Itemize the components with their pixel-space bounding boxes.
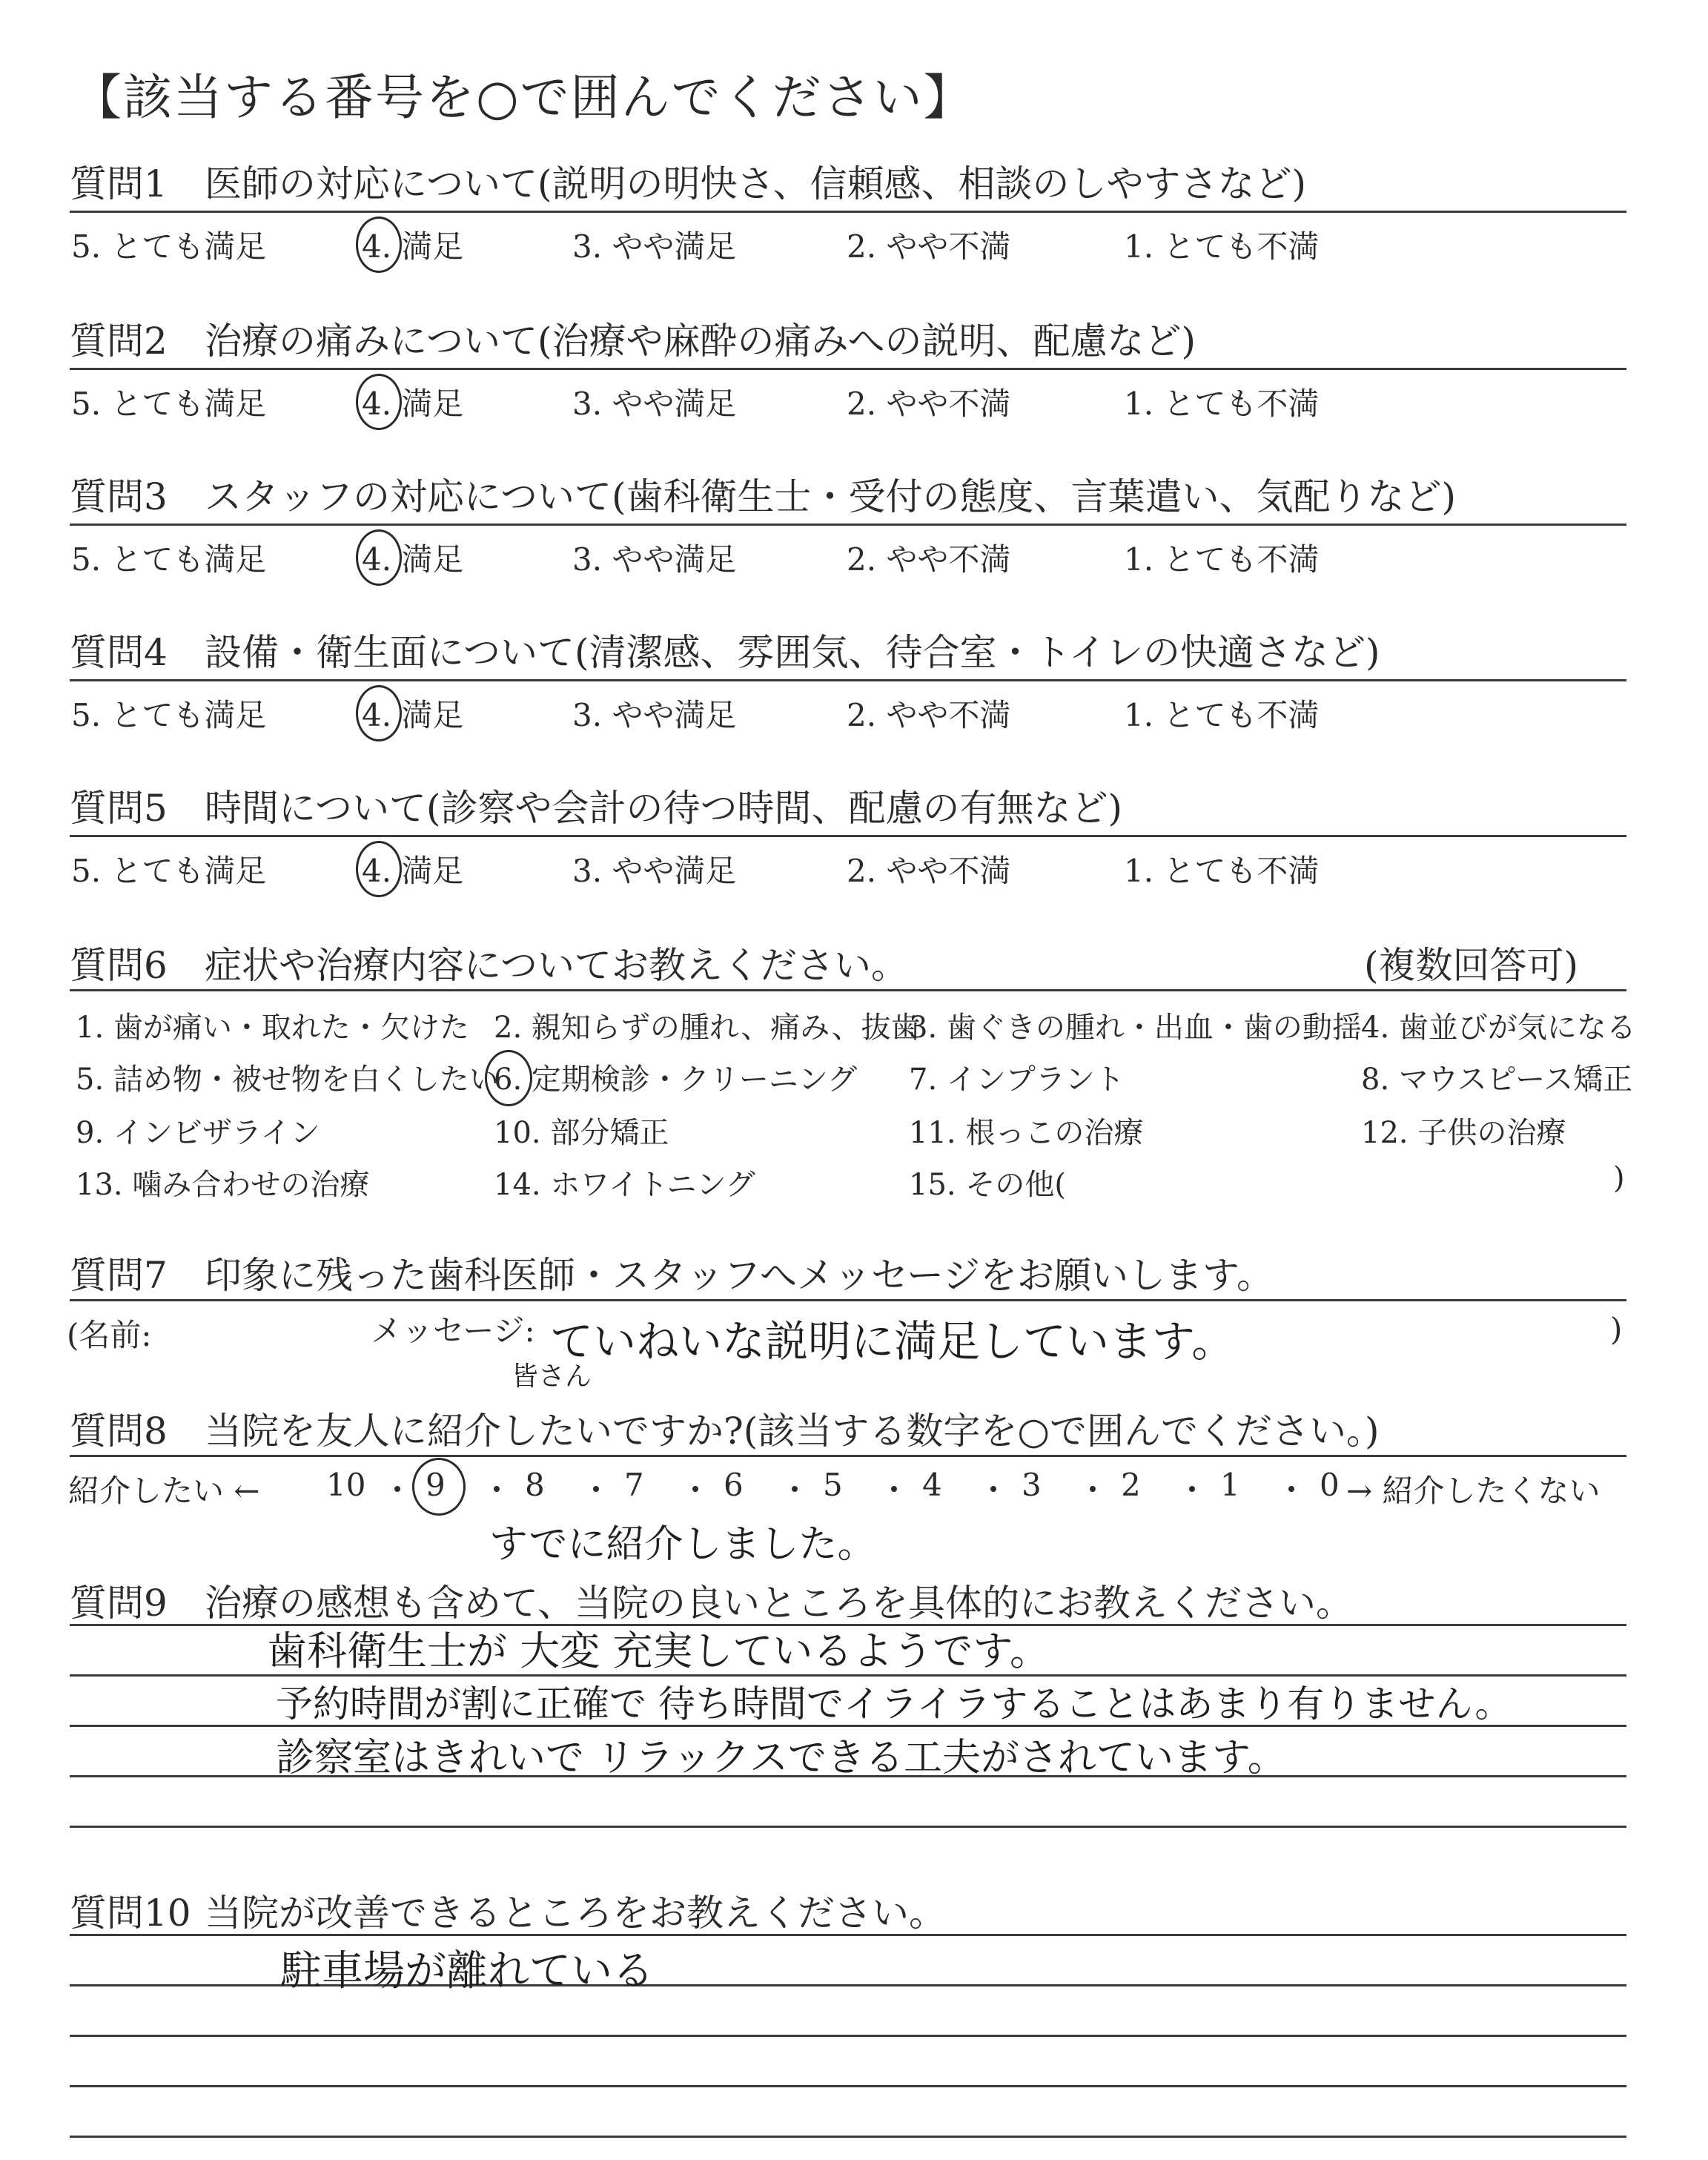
q2-option-1: 1. とても不満 <box>1124 386 1320 422</box>
q5-option-2: 2. やや不満 <box>847 853 1011 889</box>
q5-text: 時間について(診察や会計の待つ時間、配慮の有無など) <box>205 787 1123 830</box>
q1-option-4: 4. 満足 <box>362 228 464 265</box>
q5-label: 質問5 <box>70 787 168 830</box>
q2-option-5: 5. とても満足 <box>71 386 267 422</box>
q3-text: スタッフの対応について(歯科衛生士・受付の態度、言葉遣い、気配りなど) <box>205 475 1457 518</box>
q1-option-3: 3. やや満足 <box>572 228 737 265</box>
q4-answer-circle <box>356 685 402 742</box>
q5-option-1: 1. とても不満 <box>1124 853 1320 889</box>
q8-scale-separator <box>1288 1486 1294 1492</box>
q5-option-5: 5. とても満足 <box>71 853 267 889</box>
q8-scale-5: 5 <box>823 1467 843 1503</box>
q8-selected-circle <box>412 1458 466 1516</box>
q6-option-6: 6. 定期検診・クリーニング <box>494 1063 858 1097</box>
q6-option-14: 14. ホワイトニング <box>494 1168 755 1202</box>
q8-scale-separator <box>692 1486 698 1492</box>
q4-option-2: 2. やや不満 <box>847 697 1011 733</box>
q8-scale-7: 7 <box>624 1467 644 1503</box>
q3-rule <box>70 524 1626 526</box>
q7-message: ていねいな説明に満足しています。 <box>550 1316 1235 1367</box>
q8-scale-separator <box>990 1486 996 1492</box>
q10-answer-1: 駐車場が離れている <box>280 1947 654 1995</box>
q9-answer-1: 歯科衛生士が 大変 充実しているようです。 <box>267 1628 1050 1674</box>
q5-option-4: 4. 満足 <box>362 853 464 889</box>
q3-option-5: 5. とても満足 <box>71 541 267 578</box>
q7-message-label: メッセージ: <box>371 1312 535 1349</box>
q8-scale-9: 9 <box>426 1467 446 1503</box>
q7-label: 質問7 <box>70 1254 168 1297</box>
q2-label: 質問2 <box>70 320 168 363</box>
q6-option-13: 13. 噛み合わせの治療 <box>76 1168 370 1202</box>
q3-label: 質問3 <box>70 475 168 518</box>
q2-text: 治療の痛みについて(治療や麻酔の痛みへの説明、配慮など) <box>205 320 1196 363</box>
q4-label: 質問4 <box>70 631 168 674</box>
q6-option-1: 1. 歯が痛い・取れた・欠けた <box>76 1011 469 1045</box>
q8-scale-10: 10 <box>326 1467 366 1503</box>
q8-label: 質問8 <box>70 1410 168 1453</box>
q8-scale-8: 8 <box>525 1467 545 1503</box>
q8-scale-separator <box>891 1486 897 1492</box>
q10-rule-3 <box>70 2035 1626 2037</box>
q1-option-1: 1. とても不満 <box>1124 228 1320 265</box>
q4-option-1: 1. とても不満 <box>1124 697 1320 733</box>
q6-option-10: 10. 部分矯正 <box>494 1116 669 1150</box>
q1-text: 医師の対応について(説明の明快さ、信頼感、相談のしやすさなど) <box>205 162 1307 205</box>
q2-option-4: 4. 満足 <box>362 386 464 422</box>
q1-option-2: 2. やや不満 <box>847 228 1011 265</box>
q3-option-3: 3. やや満足 <box>572 541 737 578</box>
q6-option-4: 4. 歯並びが気になる <box>1361 1011 1636 1045</box>
q4-option-5: 5. とても満足 <box>71 697 267 733</box>
q1-rule <box>70 211 1626 213</box>
q8-right-label: → 紹介したくない <box>1346 1473 1601 1509</box>
q6-label: 質問6 <box>70 944 168 987</box>
page-title: 【該当する番号を○で囲んでください】 <box>73 69 974 126</box>
q8-scale-6: 6 <box>724 1467 744 1503</box>
q1-answer-circle <box>356 217 402 273</box>
q6-option-2: 2. 親知らずの腫れ、痛み、抜歯 <box>494 1011 921 1045</box>
q10-rule-5 <box>70 2136 1626 2138</box>
q8-scale-1: 1 <box>1220 1467 1240 1503</box>
q6-option-3: 3. 歯ぐきの腫れ・出血・歯の動揺 <box>909 1011 1362 1045</box>
q8-scale-3: 3 <box>1022 1467 1042 1503</box>
q1-label: 質問1 <box>70 162 168 205</box>
q8-scale-separator <box>494 1486 500 1492</box>
q6-option-5: 5. 詰め物・被せ物を白くしたい <box>76 1063 499 1097</box>
q7-message-insert: 皆さん <box>512 1361 592 1392</box>
q10-rule-4 <box>70 2085 1626 2087</box>
q6-text: 症状や治療内容についてお教えください。 <box>205 944 908 987</box>
q8-comment: すでに紹介しました。 <box>489 1522 876 1567</box>
q6-note: (複数回答可) <box>1364 944 1579 987</box>
q8-scale-separator <box>792 1486 798 1492</box>
q9-answer-2: 予約時間が割に正確で 待ち時間でイライラすることはあまり有りません。 <box>276 1682 1512 1725</box>
q7-rule <box>70 1299 1626 1301</box>
q6-rule <box>70 989 1626 991</box>
q6-option-7: 7. インプラント <box>909 1063 1125 1097</box>
q2-answer-circle <box>356 374 402 430</box>
q6-option-16: ) <box>1613 1161 1625 1195</box>
q9-rule-5 <box>70 1826 1626 1828</box>
q10-text: 当院が改善できるところをお教えください。 <box>205 1892 946 1935</box>
q8-scale-separator <box>1189 1486 1195 1492</box>
q8-scale-separator <box>1090 1486 1096 1492</box>
q8-scale-separator <box>394 1486 400 1492</box>
q10-rule-1 <box>70 1934 1626 1936</box>
q5-answer-circle <box>356 841 402 897</box>
q8-scale-4: 4 <box>922 1467 942 1503</box>
q5-rule <box>70 835 1626 837</box>
q6-option-12: 12. 子供の治療 <box>1361 1116 1566 1150</box>
q7-text: 印象に残った歯科医師・スタッフへメッセージをお願いします。 <box>205 1254 1274 1297</box>
q8-scale-0: 0 <box>1320 1467 1340 1503</box>
q2-option-3: 3. やや満足 <box>572 386 737 422</box>
q8-text: 当院を友人に紹介したいですか?(該当する数字を○で囲んでください。) <box>205 1410 1380 1453</box>
q6-option-8: 8. マウスピース矯正 <box>1361 1063 1633 1097</box>
q6-option-11: 11. 根っこの治療 <box>909 1116 1144 1150</box>
q7-close-paren: ) <box>1610 1311 1623 1347</box>
q4-option-4: 4. 満足 <box>362 697 464 733</box>
q9-label: 質問9 <box>70 1582 168 1625</box>
q3-option-2: 2. やや不満 <box>847 541 1011 578</box>
q9-answer-3: 診察室はきれいで リラックスできる工夫がされています。 <box>276 1736 1286 1780</box>
q4-option-3: 3. やや満足 <box>572 697 737 733</box>
q8-left-label: 紹介したい ← <box>68 1473 260 1509</box>
q3-answer-circle <box>356 529 402 586</box>
q8-rule <box>70 1455 1626 1457</box>
q8-scale-separator <box>593 1486 599 1492</box>
q6-selected-circle <box>485 1050 532 1106</box>
q8-scale-2: 2 <box>1121 1467 1141 1503</box>
q3-option-1: 1. とても不満 <box>1124 541 1320 578</box>
q2-rule <box>70 368 1626 370</box>
q10-label: 質問10 <box>70 1892 191 1935</box>
q4-text: 設備・衛生面について(清潔感、雰囲気、待合室・トイレの快適さなど) <box>205 631 1380 674</box>
q6-option-9: 9. インビザライン <box>76 1116 320 1150</box>
q4-rule <box>70 679 1626 681</box>
q9-text: 治療の感想も含めて、当院の良いところを具体的にお教えください。 <box>205 1582 1353 1625</box>
q7-name-label: (名前: <box>67 1317 152 1353</box>
q3-option-4: 4. 満足 <box>362 541 464 578</box>
q6-option-15: 15. その他( <box>909 1168 1066 1202</box>
q2-option-2: 2. やや不満 <box>847 386 1011 422</box>
q5-option-3: 3. やや満足 <box>572 853 737 889</box>
q1-option-5: 5. とても満足 <box>71 228 267 265</box>
